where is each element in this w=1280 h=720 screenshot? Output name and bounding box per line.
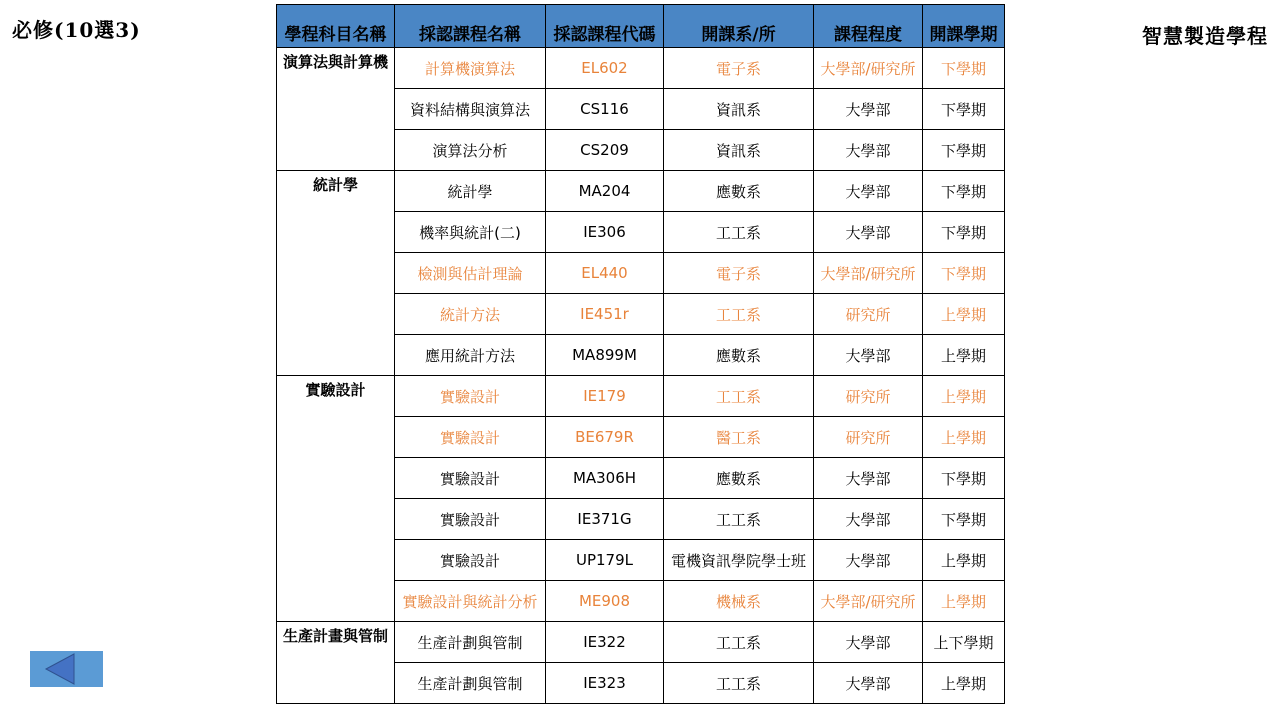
course-code-cell: CS209 (546, 130, 664, 171)
semester-cell: 下學期 (923, 171, 1005, 212)
course-name-cell: 計算機演算法 (395, 48, 546, 89)
column-header-department: 開課系/所 (664, 5, 814, 48)
course-code-cell: BE679R (546, 417, 664, 458)
subject-cell: 演算法與計算機 (277, 48, 395, 171)
course-code-cell: IE323 (546, 663, 664, 704)
semester-cell: 下學期 (923, 499, 1005, 540)
department-cell: 工工系 (664, 622, 814, 663)
table-row (277, 622, 1005, 663)
triangle-left-icon (30, 651, 103, 687)
course-name-cell: 實驗設計 (395, 417, 546, 458)
section-title: 必修(10選3) (12, 18, 141, 42)
course-name-cell: 生產計劃與管制 (395, 663, 546, 704)
department-cell: 應數系 (664, 171, 814, 212)
table-header-row (277, 5, 1005, 48)
course-name-cell: 資料結構與演算法 (395, 89, 546, 130)
course-name-cell: 生產計劃與管制 (395, 622, 546, 663)
column-header-course-code: 採認課程代碼 (546, 5, 664, 48)
course-code-cell: IE179 (546, 376, 664, 417)
semester-cell: 下學期 (923, 89, 1005, 130)
subject-cell: 實驗設計 (277, 376, 395, 622)
course-name-cell: 演算法分析 (395, 130, 546, 171)
department-cell: 電子系 (664, 253, 814, 294)
level-cell: 研究所 (814, 294, 923, 335)
level-cell: 大學部 (814, 89, 923, 130)
course-code-cell: IE371G (546, 499, 664, 540)
semester-cell: 上學期 (923, 540, 1005, 581)
course-name-cell: 實驗設計 (395, 499, 546, 540)
semester-cell: 上學期 (923, 335, 1005, 376)
column-header-course-name: 採認課程名稱 (395, 5, 546, 48)
previous-slide-button[interactable] (30, 651, 103, 687)
semester-cell: 上學期 (923, 417, 1005, 458)
semester-cell: 下學期 (923, 130, 1005, 171)
level-cell: 大學部 (814, 171, 923, 212)
department-cell: 醫工系 (664, 417, 814, 458)
semester-cell: 下學期 (923, 48, 1005, 89)
column-header-subject: 學程科目名稱 (277, 5, 395, 48)
level-cell: 大學部 (814, 458, 923, 499)
course-table (276, 4, 1005, 704)
department-cell: 應數系 (664, 335, 814, 376)
department-cell: 資訊系 (664, 130, 814, 171)
level-cell: 大學部 (814, 130, 923, 171)
level-cell: 大學部 (814, 622, 923, 663)
course-name-cell: 應用統計方法 (395, 335, 546, 376)
table-row (277, 171, 1005, 212)
level-cell: 大學部/研究所 (814, 581, 923, 622)
subject-cell: 生產計畫與管制 (277, 622, 395, 704)
department-cell: 工工系 (664, 294, 814, 335)
course-code-cell: EL440 (546, 253, 664, 294)
semester-cell: 上學期 (923, 663, 1005, 704)
level-cell: 研究所 (814, 376, 923, 417)
level-cell: 研究所 (814, 417, 923, 458)
course-name-cell: 機率與統計(二) (395, 212, 546, 253)
course-code-cell: CS116 (546, 89, 664, 130)
course-code-cell: IE451r (546, 294, 664, 335)
course-name-cell: 檢測與估計理論 (395, 253, 546, 294)
semester-cell: 上學期 (923, 581, 1005, 622)
level-cell: 大學部 (814, 212, 923, 253)
level-cell: 大學部 (814, 663, 923, 704)
semester-cell: 上下學期 (923, 622, 1005, 663)
semester-cell: 下學期 (923, 212, 1005, 253)
course-name-cell: 統計學 (395, 171, 546, 212)
department-cell: 電子系 (664, 48, 814, 89)
course-name-cell: 實驗設計 (395, 458, 546, 499)
department-cell: 應數系 (664, 458, 814, 499)
table-row (277, 48, 1005, 89)
level-cell: 大學部 (814, 540, 923, 581)
department-cell: 機械系 (664, 581, 814, 622)
course-code-cell: MA204 (546, 171, 664, 212)
course-name-cell: 統計方法 (395, 294, 546, 335)
semester-cell: 上學期 (923, 376, 1005, 417)
program-title: 智慧製造學程 (1142, 24, 1268, 48)
course-code-cell: IE322 (546, 622, 664, 663)
semester-cell: 上學期 (923, 294, 1005, 335)
course-code-cell: UP179L (546, 540, 664, 581)
course-code-cell: MA899M (546, 335, 664, 376)
department-cell: 工工系 (664, 376, 814, 417)
course-code-cell: IE306 (546, 212, 664, 253)
semester-cell: 下學期 (923, 458, 1005, 499)
course-name-cell: 實驗設計 (395, 376, 546, 417)
level-cell: 大學部 (814, 499, 923, 540)
department-cell: 工工系 (664, 212, 814, 253)
table-row (277, 376, 1005, 417)
level-cell: 大學部/研究所 (814, 253, 923, 294)
level-cell: 大學部 (814, 335, 923, 376)
subject-cell: 統計學 (277, 171, 395, 376)
table-body (277, 48, 1005, 704)
course-name-cell: 實驗設計與統計分析 (395, 581, 546, 622)
semester-cell: 下學期 (923, 253, 1005, 294)
course-code-cell: ME908 (546, 581, 664, 622)
department-cell: 資訊系 (664, 89, 814, 130)
level-cell: 大學部/研究所 (814, 48, 923, 89)
column-header-semester: 開課學期 (923, 5, 1005, 48)
course-name-cell: 實驗設計 (395, 540, 546, 581)
department-cell: 工工系 (664, 499, 814, 540)
course-code-cell: MA306H (546, 458, 664, 499)
department-cell: 工工系 (664, 663, 814, 704)
department-cell: 電機資訊學院學士班 (664, 540, 814, 581)
course-code-cell: EL602 (546, 48, 664, 89)
column-header-level: 課程程度 (814, 5, 923, 48)
